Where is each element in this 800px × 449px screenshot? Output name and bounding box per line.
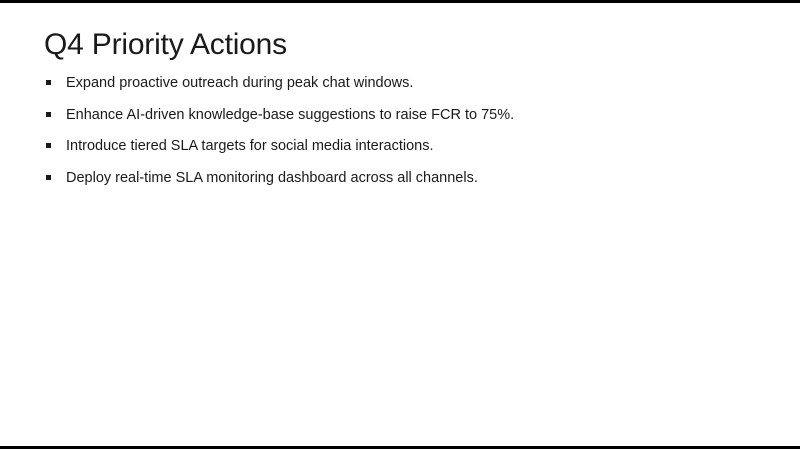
- bullet-text: Expand proactive outreach during peak chat windows.: [66, 75, 414, 91]
- list-item: [44, 168, 754, 189]
- slide-canvas: [0, 3, 800, 446]
- bullet-marker-icon: [46, 143, 51, 148]
- bullet-marker-icon: [46, 80, 51, 85]
- bullet-text: Enhance AI-driven knowledge-base suggestions to raise FCR to 75%.: [66, 106, 515, 123]
- bullet-marker-icon: [46, 112, 51, 117]
- bullet-list: [44, 73, 754, 199]
- bullet-text: Introduce tiered SLA targets for social media interactions.: [66, 138, 434, 155]
- list-item: [44, 73, 754, 94]
- bullet-text: Deploy real-time SLA monitoring dashboard across all channels.: [66, 169, 478, 186]
- list-item: [44, 105, 754, 126]
- list-item: [44, 136, 754, 157]
- bullet-marker-icon: [46, 175, 51, 180]
- page-title: Q4 Priority Actions: [44, 28, 287, 61]
